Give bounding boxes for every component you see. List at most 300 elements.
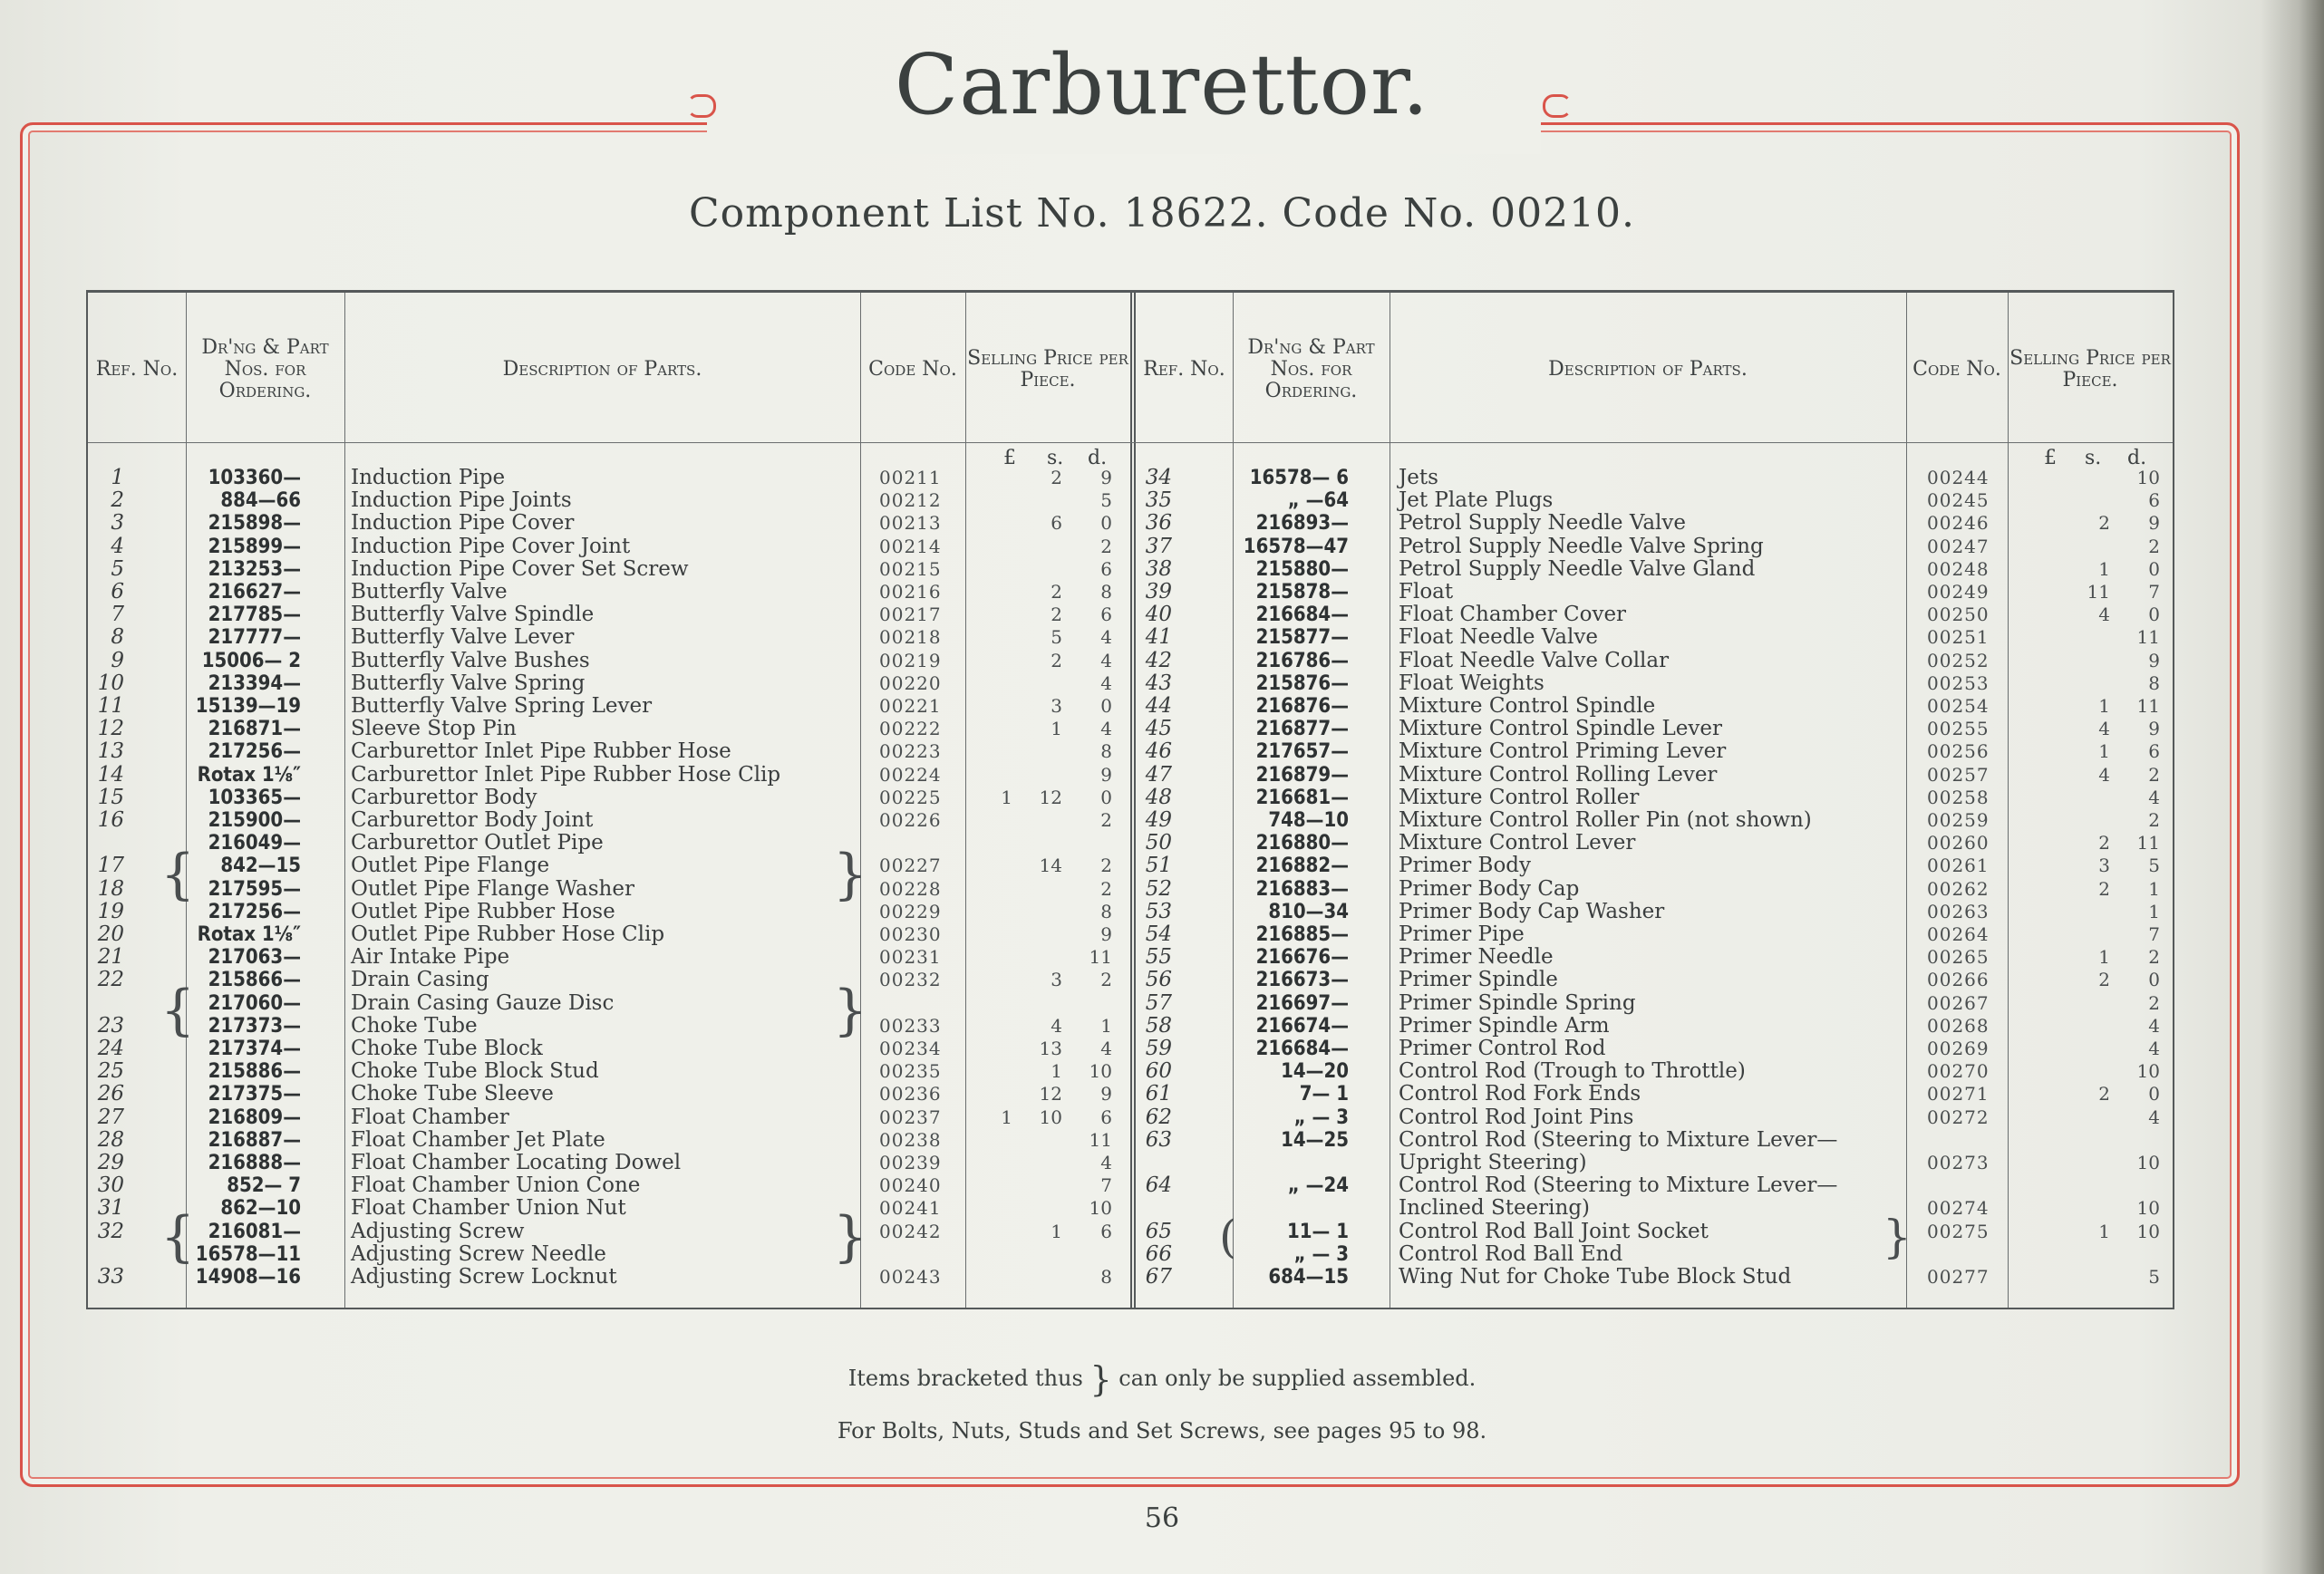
page-number: 56 (1144, 1502, 1180, 1534)
table-row (88, 512, 1125, 535)
price-shillings: 4 (2098, 604, 2110, 626)
price-pence: 4 (2148, 1014, 2160, 1037)
ref-number: 38 (1145, 556, 1172, 581)
part-number: 216681— (1255, 786, 1349, 809)
code-number: 00250 (1927, 604, 1990, 626)
part-description: Mixture Control Spindle (1399, 694, 1656, 718)
price-pence: 5 (2148, 1266, 2160, 1288)
code-number: 00248 (1927, 557, 1990, 580)
price-pence: 8 (2148, 671, 2160, 694)
code-number: 00218 (879, 626, 942, 649)
price-pence: 1 (1100, 1014, 1112, 1037)
table-row (88, 1221, 1125, 1243)
ref-number: 55 (1145, 945, 1172, 970)
part-number: 216809— (208, 1106, 301, 1129)
price-pence: 9 (2148, 512, 2160, 535)
code-number: 00217 (879, 604, 942, 626)
part-number: 217777— (208, 626, 301, 650)
part-description: Control Rod (Steering to Mixture Lever— (1399, 1127, 1838, 1152)
table-row (88, 855, 1125, 877)
header-code-right: Code No. (1912, 358, 2001, 381)
part-description: Sleeve Stop Pin (351, 717, 517, 741)
code-number: 00270 (1927, 1060, 1990, 1083)
code-number: 00224 (879, 763, 942, 786)
ref-number: 22 (97, 968, 124, 992)
ref-number: 66 (1145, 1241, 1172, 1266)
ref-number: 15 (97, 785, 124, 809)
code-number: 00271 (1927, 1083, 1990, 1106)
part-description: Control Rod Fork Ends (1399, 1082, 1641, 1106)
ref-number: 8 (111, 625, 124, 650)
table-row (1136, 1129, 2173, 1152)
code-number: 00251 (1927, 626, 1990, 649)
header-shillings-left: s. (1047, 447, 1064, 469)
part-number: 15139—19 (195, 695, 301, 718)
part-description: Float Chamber Union Cone (351, 1173, 641, 1198)
table-row (88, 1038, 1125, 1060)
price-pence: 9 (1100, 923, 1112, 945)
table-row (88, 878, 1125, 901)
ref-number: 56 (1145, 968, 1172, 992)
part-description: Primer Body Cap Washer (1399, 899, 1665, 923)
ref-number: 34 (1145, 466, 1172, 489)
price-shillings: 1 (1051, 1220, 1062, 1242)
ref-number: 49 (1145, 808, 1172, 832)
part-description: Primer Body Cap (1399, 876, 1580, 901)
code-number: 00273 (1927, 1152, 1990, 1173)
ref-number: 62 (1145, 1105, 1172, 1129)
price-pence: 2 (2148, 809, 2160, 831)
assembly-brace-left-22: { (160, 979, 196, 1042)
code-number: 00216 (879, 581, 942, 603)
part-number: 7— 1 (1299, 1083, 1349, 1106)
table-row (88, 718, 1125, 740)
code-number: 00246 (1927, 512, 1990, 535)
part-number: 217785— (208, 604, 301, 627)
part-number: 684—15 (1268, 1266, 1349, 1289)
ref-number: 58 (1145, 1013, 1172, 1038)
table-row (1136, 923, 2173, 946)
price-shillings: 1 (2098, 946, 2110, 969)
part-description: Butterfly Valve Lever (351, 625, 575, 650)
price-pence: 2 (1100, 809, 1112, 831)
table-row (88, 832, 1125, 855)
assembly-brace-left-32: { (160, 1205, 196, 1269)
assembly-brace-left-17: { (160, 843, 196, 906)
ref-number: 24 (97, 1037, 124, 1060)
price-pence: 1 (2148, 900, 2160, 922)
part-number: 16578—11 (195, 1242, 301, 1266)
price-pence: 10 (2136, 467, 2160, 488)
table-row (88, 581, 1125, 604)
table-row (1136, 878, 2173, 901)
header-price-left: Selling Price per Piece. (967, 347, 1128, 391)
price-pence: 2 (2148, 535, 2160, 557)
table-row (88, 969, 1125, 991)
ref-number: 18 (97, 876, 124, 901)
code-number: 00213 (879, 512, 942, 535)
part-description: Adjusting Screw (351, 1219, 525, 1243)
code-number: 00269 (1927, 1038, 1990, 1059)
part-number: 217063— (208, 946, 301, 970)
price-shillings: 2 (1051, 604, 1062, 626)
code-number: 00229 (879, 900, 942, 922)
part-description: Choke Tube Block Stud (351, 1059, 599, 1084)
price-shillings: 2 (2098, 832, 2110, 855)
code-number: 00228 (879, 877, 942, 900)
table-row (88, 764, 1125, 787)
ref-number: 26 (97, 1082, 124, 1106)
part-description: Control Rod (Steering to Mixture Lever— (1399, 1173, 1838, 1198)
price-pence: 4 (1100, 626, 1112, 649)
code-number: 00261 (1927, 855, 1990, 877)
price-shillings: 3 (1051, 969, 1062, 991)
code-number: 00240 (879, 1174, 942, 1197)
code-number: 00268 (1927, 1014, 1990, 1037)
part-number: 215898— (208, 512, 301, 536)
table-row (88, 1083, 1125, 1106)
table-row (1136, 650, 2173, 672)
price-shillings: 2 (1051, 581, 1062, 603)
code-number: 00259 (1927, 809, 1990, 831)
price-pence: 2 (2148, 991, 2160, 1014)
assembly-brace-close-22: } (833, 979, 868, 1042)
code-number: 00255 (1927, 718, 1990, 740)
code-number: 00267 (1927, 991, 1990, 1014)
code-number: 00263 (1927, 900, 1990, 922)
price-pence: 4 (1100, 649, 1112, 671)
table-row (1136, 855, 2173, 877)
part-description: Outlet Pipe Rubber Hose (351, 899, 615, 923)
price-pence: 11 (1089, 1128, 1112, 1151)
price-pence: 2 (1100, 969, 1112, 991)
table-row (1136, 992, 2173, 1015)
price-shillings: 3 (2098, 855, 2110, 877)
part-description: Choke Tube (351, 1013, 478, 1038)
table-row (1136, 1266, 2173, 1289)
price-pence: 11 (2136, 626, 2160, 649)
price-pence: 9 (1100, 467, 1112, 488)
ref-number: 5 (111, 556, 124, 581)
part-description: Control Rod Ball End (1399, 1241, 1623, 1266)
header-part-left: Dr'ng & Part Nos. for Ordering. (201, 336, 329, 402)
ref-number: 30 (97, 1173, 124, 1198)
ref-number: 20 (97, 922, 124, 946)
part-number: 213394— (208, 671, 301, 695)
table-row (1136, 969, 2173, 991)
table-row (88, 536, 1125, 558)
price-pence: 11 (2136, 695, 2160, 717)
table-row (88, 946, 1125, 969)
header-pounds-right: £ (2044, 447, 2057, 469)
table-row (88, 467, 1125, 489)
code-number: 00225 (879, 786, 942, 808)
ref-number: 9 (111, 648, 124, 672)
header-pence-left: d. (1088, 447, 1108, 469)
code-number: 00220 (879, 671, 942, 694)
table-row (88, 695, 1125, 718)
price-shillings: 10 (1039, 1106, 1062, 1128)
table-row (1136, 558, 2173, 581)
ref-number: 23 (97, 1013, 124, 1038)
part-description: Outlet Pipe Rubber Hose Clip (351, 922, 665, 946)
part-number: 14908—16 (195, 1266, 301, 1289)
price-shillings: 1 (1051, 1060, 1062, 1083)
part-number: 216786— (1255, 649, 1349, 672)
table-row (1136, 536, 2173, 558)
part-description: Carburettor Outlet Pipe (351, 831, 604, 855)
ref-number: 52 (1145, 876, 1172, 901)
price-pence: 6 (2148, 740, 2160, 763)
price-shillings: 1 (2098, 1220, 2110, 1242)
price-pence: 6 (2148, 489, 2160, 512)
part-description: Carburettor Inlet Pipe Rubber Hose (351, 739, 731, 764)
part-number: „ — 3 (1293, 1106, 1349, 1129)
price-pence: 0 (1100, 786, 1112, 808)
table-row (88, 1106, 1125, 1129)
code-number: 00227 (879, 855, 942, 877)
price-shillings: 5 (1051, 626, 1062, 649)
code-number: 00253 (1927, 671, 1990, 694)
part-description: Primer Spindle (1399, 968, 1558, 992)
price-pence: 0 (2148, 1083, 2160, 1106)
part-number: 216880— (1255, 832, 1349, 855)
ref-number: 1 (111, 466, 124, 489)
table-row (1136, 672, 2173, 695)
part-description: Primer Spindle Arm (1399, 1013, 1610, 1038)
code-number: 00223 (879, 740, 942, 763)
table-row (1136, 901, 2173, 923)
code-number: 00249 (1927, 581, 1990, 603)
code-number: 00215 (879, 557, 942, 580)
code-number: 00257 (1927, 763, 1990, 786)
table-row (1136, 1221, 2173, 1243)
part-number: 215866— (208, 969, 301, 992)
part-description: Float (1399, 580, 1454, 604)
assembly-brace-left-65: ( (1219, 1211, 1237, 1263)
ref-number: 45 (1145, 717, 1172, 741)
part-description: Float Chamber Union Nut (351, 1196, 626, 1221)
price-pence: 6 (1100, 557, 1112, 580)
price-pence: 10 (2136, 1152, 2160, 1173)
part-description: Butterfly Valve Spring Lever (351, 694, 653, 718)
code-number: 00266 (1927, 969, 1990, 991)
ref-number: 14 (97, 762, 124, 787)
header-part-right: Dr'ng & Part Nos. for Ordering. (1247, 336, 1375, 402)
part-number: 16578— 6 (1249, 467, 1349, 489)
footnote-bracketed-a: Items bracketed thus (847, 1366, 1083, 1391)
code-number: 00219 (879, 649, 942, 671)
part-number: 217657— (1255, 740, 1349, 764)
price-shillings: 14 (1039, 855, 1062, 877)
header-ref-left: Ref. No. (95, 358, 179, 381)
part-number: „ —24 (1287, 1174, 1349, 1198)
price-pence: 4 (1100, 671, 1112, 694)
assembly-brace-close-17: } (833, 843, 868, 906)
code-number: 00272 (1927, 1106, 1990, 1128)
part-description: Mixture Control Spindle Lever (1399, 717, 1722, 741)
ref-number: 47 (1145, 762, 1172, 787)
part-number: 862—10 (220, 1197, 301, 1221)
part-number: 14—20 (1281, 1060, 1349, 1084)
part-description: Float Chamber Jet Plate (351, 1127, 605, 1152)
footnote-bracketed-b: can only be supplied assembled. (1118, 1366, 1477, 1391)
price-pence: 6 (1100, 1220, 1112, 1242)
table-row (1136, 946, 2173, 969)
part-description: Induction Pipe Cover (351, 511, 575, 536)
table-row (1136, 740, 2173, 763)
price-pence: 6 (1100, 604, 1112, 626)
ref-number: 39 (1145, 580, 1172, 604)
code-number: 00256 (1927, 740, 1990, 763)
code-number: 00243 (879, 1266, 942, 1288)
part-description: Float Weights (1399, 671, 1544, 695)
price-pence: 2 (2148, 946, 2160, 969)
part-description: Induction Pipe (351, 466, 506, 489)
part-number: 216877— (1255, 718, 1349, 741)
price-pence: 0 (2148, 557, 2160, 580)
part-number: 216882— (1255, 855, 1349, 878)
part-description: Carburettor Body Joint (351, 808, 594, 832)
code-number: 00258 (1927, 786, 1990, 808)
part-description: Induction Pipe Cover Joint (351, 534, 631, 558)
part-description: Mixture Control Rolling Lever (1399, 762, 1718, 787)
ref-number: 43 (1145, 671, 1172, 695)
table-row (88, 923, 1125, 946)
part-description: Float Needle Valve (1399, 625, 1598, 650)
price-pence: 10 (2136, 1060, 2160, 1083)
ref-number: 12 (97, 717, 124, 741)
header-pence-right: d. (2127, 447, 2147, 469)
code-number: 00211 (879, 467, 942, 488)
part-description: Petrol Supply Needle Valve Gland (1399, 556, 1756, 581)
table-row (1136, 1060, 2173, 1083)
table-row (88, 650, 1125, 672)
part-number: 103365— (208, 786, 301, 809)
ref-number: 13 (97, 739, 124, 764)
code-number: 00233 (879, 1014, 942, 1037)
part-description: Petrol Supply Needle Valve (1399, 511, 1687, 536)
part-number: 215877— (1255, 626, 1349, 650)
ref-number: 21 (97, 945, 124, 970)
part-description: Upright Steering) (1399, 1151, 1587, 1174)
price-shillings: 4 (2098, 718, 2110, 740)
ref-number: 36 (1145, 511, 1172, 536)
price-pence: 5 (2148, 855, 2160, 877)
price-pence: 6 (1100, 1106, 1112, 1128)
part-description: Choke Tube Sleeve (351, 1082, 554, 1106)
ref-number: 41 (1145, 625, 1172, 650)
price-shillings: 4 (2098, 763, 2110, 786)
assembly-brace-close-32: } (833, 1205, 868, 1269)
code-number: 00277 (1927, 1266, 1990, 1288)
part-number: 11— 1 (1287, 1220, 1349, 1243)
part-description: Float Needle Valve Collar (1399, 648, 1670, 672)
part-number: 216697— (1255, 991, 1349, 1015)
table-row (1136, 467, 2173, 489)
code-number: 00237 (879, 1106, 942, 1128)
part-number: 216883— (1255, 877, 1349, 901)
part-number: 810—34 (1268, 900, 1349, 923)
table-row (88, 992, 1125, 1015)
part-description: Control Rod (Trough to Throttle) (1399, 1059, 1746, 1084)
table-row (88, 672, 1125, 695)
table-row (88, 1129, 1125, 1152)
ref-number: 60 (1145, 1059, 1172, 1084)
part-description: Mixture Control Roller (1399, 785, 1640, 809)
ref-number: 19 (97, 899, 124, 923)
price-shillings: 1 (1051, 718, 1062, 740)
part-description: Butterfly Valve Spindle (351, 603, 595, 627)
part-number: 16578—47 (1243, 535, 1349, 558)
code-number: 00222 (879, 718, 942, 740)
table-row (1136, 489, 2173, 512)
header-code-left: Code No. (868, 358, 957, 381)
ref-number: 46 (1145, 739, 1172, 764)
price-shillings: 2 (2098, 1083, 2110, 1106)
part-description: Primer Pipe (1399, 922, 1525, 946)
code-number: 00274 (1927, 1197, 1990, 1220)
code-number: 00244 (1927, 467, 1990, 488)
table-row (88, 1174, 1125, 1197)
ref-number: 16 (97, 808, 124, 832)
table-row (88, 901, 1125, 923)
code-number: 00236 (879, 1083, 942, 1106)
price-pence: 2 (1100, 535, 1112, 557)
ref-number: 17 (97, 854, 124, 878)
price-pence: 9 (1100, 1083, 1112, 1106)
price-pence: 10 (1089, 1060, 1112, 1083)
footnote-bolts: For Bolts, Nuts, Studs and Set Screws, see pages 95 to 98. (837, 1418, 1487, 1444)
price-shillings: 12 (1039, 786, 1062, 808)
price-pence: 8 (1100, 900, 1112, 922)
part-number: 15006— 2 (201, 649, 301, 672)
ref-number: 11 (97, 694, 124, 718)
ref-number: 31 (97, 1196, 124, 1221)
table-row (1136, 1038, 2173, 1060)
part-number: 216684— (1255, 1038, 1349, 1060)
price-pence: 4 (1100, 1152, 1112, 1173)
price-pence: 1 (2148, 877, 2160, 900)
part-description: Mixture Control Lever (1399, 831, 1636, 855)
ref-number: 2 (111, 488, 124, 513)
part-number: 215880— (1255, 557, 1349, 581)
price-shillings: 2 (1051, 467, 1062, 488)
code-number: 00238 (879, 1128, 942, 1151)
price-pence: 10 (2136, 1197, 2160, 1220)
price-pence: 5 (1100, 489, 1112, 512)
code-number: 00232 (879, 969, 942, 991)
ref-number: 67 (1145, 1265, 1172, 1289)
code-number: 00214 (879, 535, 942, 557)
code-number: 00212 (879, 489, 942, 512)
code-number: 00275 (1927, 1220, 1990, 1242)
table-row (1136, 764, 2173, 787)
part-number: 217256— (208, 740, 301, 764)
part-number: 216893— (1255, 512, 1349, 536)
part-number: „ —64 (1287, 489, 1349, 513)
code-number: 00235 (879, 1060, 942, 1083)
ref-number: 25 (97, 1059, 124, 1084)
assembly-brace-close-65: } (1883, 1211, 1912, 1263)
header-shillings-right: s. (2085, 447, 2102, 469)
price-pounds: 1 (1001, 1106, 1012, 1128)
code-number: 00254 (1927, 695, 1990, 717)
price-pence: 4 (1100, 718, 1112, 740)
price-pounds: 1 (1001, 786, 1012, 808)
price-pence: 2 (1100, 877, 1112, 900)
table-row (1136, 1197, 2173, 1220)
